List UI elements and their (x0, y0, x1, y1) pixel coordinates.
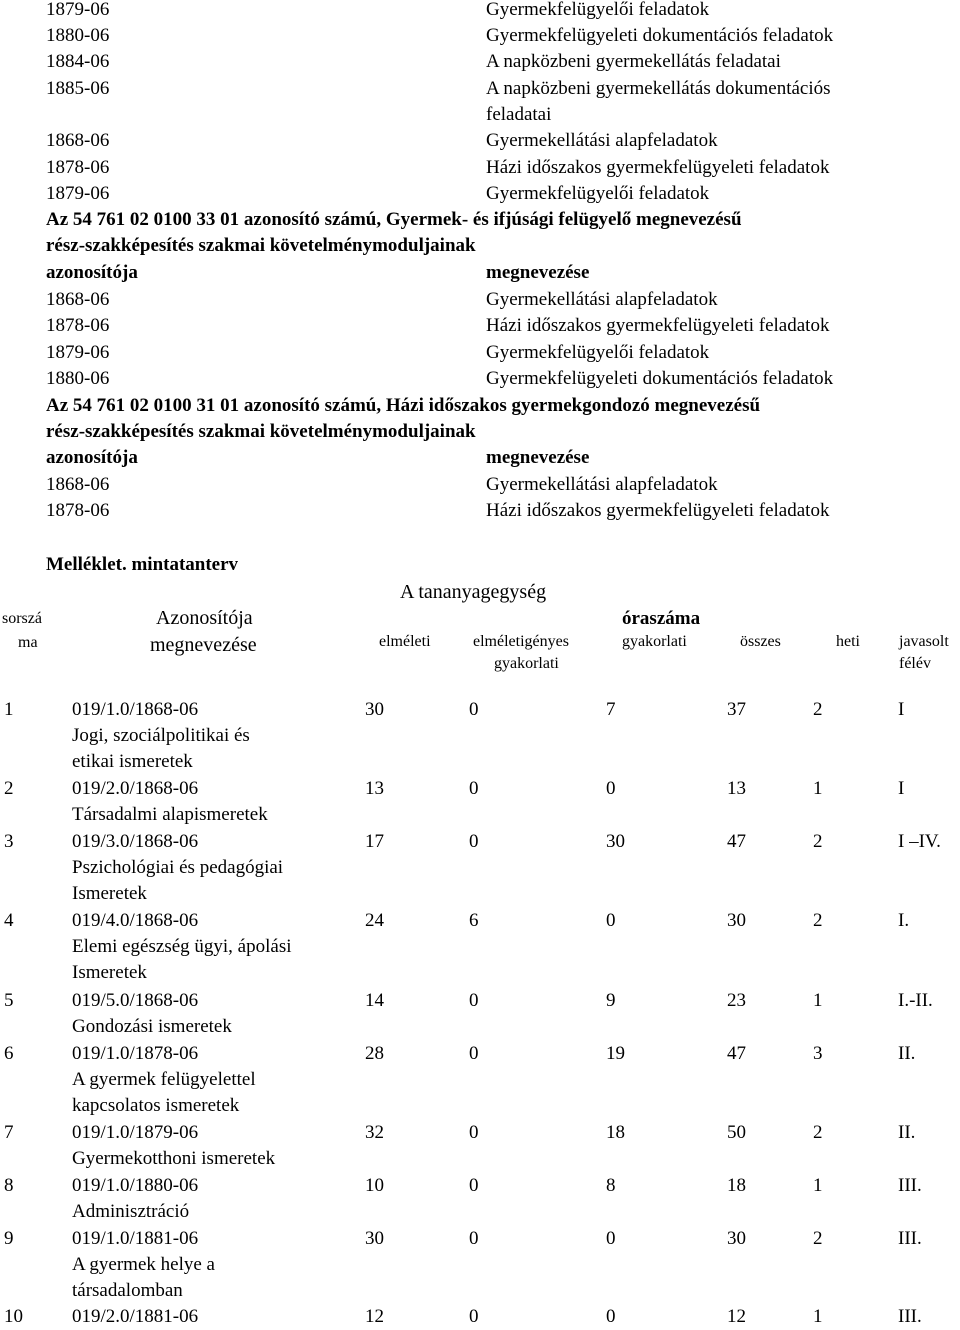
hours-theory: 30 (365, 1228, 384, 1249)
hours-theory: 24 (365, 910, 384, 931)
hours-total: 47 (727, 831, 746, 852)
header-sorszam-cont: ma (18, 634, 38, 651)
semester: III. (898, 1175, 922, 1196)
hours-total: 30 (727, 1228, 746, 1249)
header-tananyag: A tananyagegység (400, 581, 547, 603)
section-title-cont: rész-szakképesítés szakmai követelménymoduljainak (46, 421, 476, 442)
module-description: etikai ismeretek (72, 751, 193, 772)
module-name: Gyermekellátási alapfeladatok (486, 130, 718, 151)
hours-weekly: 1 (813, 1175, 823, 1196)
module-code: 1868-06 (46, 289, 110, 310)
row-number: 10 (4, 1306, 23, 1327)
module-name: A napközbeni gyermekellátás feladatai (486, 51, 781, 72)
module-code: 1879-06 (46, 183, 110, 204)
header-azonositoja: Azonosítója (156, 607, 253, 629)
hours-weekly: 3 (813, 1043, 823, 1064)
column-header-name: megnevezése (486, 262, 590, 283)
hours-practice: 8 (606, 1175, 616, 1196)
hours-practice: 0 (606, 1306, 616, 1327)
module-code: 1885-06 (46, 78, 110, 99)
column-header-id: azonosítója (46, 447, 138, 468)
hours-practice: 30 (606, 831, 625, 852)
hours-practice: 9 (606, 990, 616, 1011)
hours-theory-practice: 0 (469, 831, 479, 852)
hours-total: 47 (727, 1043, 746, 1064)
row-number: 2 (4, 778, 14, 799)
hours-weekly: 1 (813, 778, 823, 799)
module-description: Jogi, szociálpolitikai és (72, 725, 250, 746)
module-description: Társadalmi alapismeretek (72, 804, 268, 825)
module-code: 1884-06 (46, 51, 110, 72)
module-code: 1879-06 (46, 0, 110, 20)
module-name: A napközbeni gyermekellátás dokumentációs (486, 78, 831, 99)
module-code: 1868-06 (46, 474, 110, 495)
hours-theory-practice: 6 (469, 910, 479, 931)
hours-theory: 10 (365, 1175, 384, 1196)
module-description: Pszichológiai és pedagógiai (72, 857, 284, 878)
hours-theory: 32 (365, 1122, 384, 1143)
module-name: Gyermekfelügyelői feladatok (486, 183, 710, 204)
section-title: Az 54 761 02 0100 31 01 azonosító számú, Házi időszakos gyermekgondozó megnevezésű (46, 395, 761, 416)
module-name: Gyermekellátási alapfeladatok (486, 474, 718, 495)
module-description: kapcsolatos ismeretek (72, 1095, 240, 1116)
module-id: 019/1.0/1878-06 (72, 1043, 199, 1064)
semester: I.-II. (898, 990, 933, 1011)
hours-theory: 28 (365, 1043, 384, 1064)
hours-total: 13 (727, 778, 746, 799)
module-code: 1880-06 (46, 368, 110, 389)
hours-theory-practice: 0 (469, 778, 479, 799)
module-id: 019/3.0/1868-06 (72, 831, 199, 852)
module-name: Gyermekfelügyelői feladatok (486, 0, 710, 20)
hours-practice: 0 (606, 1228, 616, 1249)
header-elmeleti: elméleti (379, 633, 431, 650)
header-heti: heti (836, 633, 860, 650)
module-code: 1879-06 (46, 342, 110, 363)
module-id: 019/2.0/1868-06 (72, 778, 199, 799)
hours-weekly: 2 (813, 1122, 823, 1143)
module-name-cont: feladatai (486, 104, 552, 125)
module-description: A gyermek felügyelettel (72, 1069, 256, 1090)
header-osszes: összes (740, 633, 781, 650)
header-felev: félév (899, 655, 931, 672)
semester: I (898, 778, 905, 799)
header-oraszama: óraszáma (622, 608, 701, 629)
row-number: 5 (4, 990, 14, 1011)
row-number: 7 (4, 1122, 14, 1143)
module-id: 019/1.0/1868-06 (72, 699, 199, 720)
hours-weekly: 2 (813, 831, 823, 852)
module-name: Házi időszakos gyermekfelügyeleti feladatok (486, 500, 830, 521)
module-name: Gyermekfelügyeleti dokumentációs feladatok (486, 25, 834, 46)
module-code: 1878-06 (46, 315, 110, 336)
module-id: 019/1.0/1881-06 (72, 1228, 199, 1249)
header-megnevezese: megnevezése (150, 634, 257, 656)
module-name: Házi időszakos gyermekfelügyeleti feladatok (486, 315, 830, 336)
module-description: Adminisztráció (72, 1201, 190, 1222)
semester: I (898, 699, 905, 720)
module-description: A gyermek helye a (72, 1254, 215, 1275)
header-elmeletigenyes: elméletigényes (473, 633, 569, 650)
row-number: 6 (4, 1043, 14, 1064)
module-id: 019/5.0/1868-06 (72, 990, 199, 1011)
hours-total: 12 (727, 1306, 746, 1327)
row-number: 9 (4, 1228, 14, 1249)
hours-theory: 14 (365, 990, 384, 1011)
module-description: Ismeretek (72, 883, 147, 904)
hours-total: 37 (727, 699, 746, 720)
module-id: 019/2.0/1881-06 (72, 1306, 199, 1327)
semester: III. (898, 1228, 922, 1249)
module-description: Gondozási ismeretek (72, 1016, 232, 1037)
hours-theory-practice: 0 (469, 1306, 479, 1327)
hours-theory: 12 (365, 1306, 384, 1327)
hours-practice: 18 (606, 1122, 625, 1143)
appendix-title: Melléklet. mintatanterv (46, 554, 239, 575)
hours-theory-practice: 0 (469, 699, 479, 720)
module-code: 1868-06 (46, 130, 110, 151)
module-description: társadalomban (72, 1280, 183, 1301)
header-sorszam: sorszá (2, 610, 42, 627)
semester: II. (898, 1043, 916, 1064)
module-id: 019/1.0/1880-06 (72, 1175, 199, 1196)
header-elmeletigenyes-cont: gyakorlati (494, 655, 559, 672)
hours-practice: 0 (606, 778, 616, 799)
hours-theory-practice: 0 (469, 990, 479, 1011)
module-description: Gyermekotthoni ismeretek (72, 1148, 276, 1169)
hours-theory-practice: 0 (469, 1122, 479, 1143)
module-name: Gyermekellátási alapfeladatok (486, 289, 718, 310)
hours-total: 18 (727, 1175, 746, 1196)
hours-total: 23 (727, 990, 746, 1011)
module-description: Ismeretek (72, 962, 147, 983)
hours-total: 50 (727, 1122, 746, 1143)
hours-weekly: 2 (813, 1228, 823, 1249)
hours-weekly: 2 (813, 910, 823, 931)
row-number: 4 (4, 910, 14, 931)
hours-practice: 7 (606, 699, 616, 720)
hours-weekly: 1 (813, 990, 823, 1011)
semester: I –IV. (898, 831, 941, 852)
module-name: Házi időszakos gyermekfelügyeleti feladatok (486, 157, 830, 178)
hours-total: 30 (727, 910, 746, 931)
row-number: 1 (4, 699, 14, 720)
hours-practice: 0 (606, 910, 616, 931)
column-header-name: megnevezése (486, 447, 590, 468)
column-header-id: azonosítója (46, 262, 138, 283)
hours-theory: 17 (365, 831, 384, 852)
semester: I. (898, 910, 910, 931)
module-description: Elemi egészség ügyi, ápolási (72, 936, 292, 957)
hours-theory: 13 (365, 778, 384, 799)
hours-practice: 19 (606, 1043, 625, 1064)
module-name: Gyermekfelügyelői feladatok (486, 342, 710, 363)
row-number: 8 (4, 1175, 14, 1196)
hours-theory: 30 (365, 699, 384, 720)
module-name: Gyermekfelügyeleti dokumentációs feladatok (486, 368, 834, 389)
module-code: 1880-06 (46, 25, 110, 46)
hours-theory-practice: 0 (469, 1043, 479, 1064)
row-number: 3 (4, 831, 14, 852)
section-title-cont: rész-szakképesítés szakmai követelménymoduljainak (46, 235, 476, 256)
hours-theory-practice: 0 (469, 1228, 479, 1249)
hours-weekly: 2 (813, 699, 823, 720)
module-code: 1878-06 (46, 157, 110, 178)
header-javasolt: javasolt (899, 633, 949, 650)
module-id: 019/4.0/1868-06 (72, 910, 199, 931)
section-title: Az 54 761 02 0100 33 01 azonosító számú, Gyermek- és ifjúsági felügyelő megnevezésű (46, 209, 742, 230)
semester: II. (898, 1122, 916, 1143)
hours-weekly: 1 (813, 1306, 823, 1327)
module-id: 019/1.0/1879-06 (72, 1122, 199, 1143)
hours-theory-practice: 0 (469, 1175, 479, 1196)
header-gyakorlati: gyakorlati (622, 633, 687, 650)
module-code: 1878-06 (46, 500, 110, 521)
semester: III. (898, 1306, 922, 1327)
